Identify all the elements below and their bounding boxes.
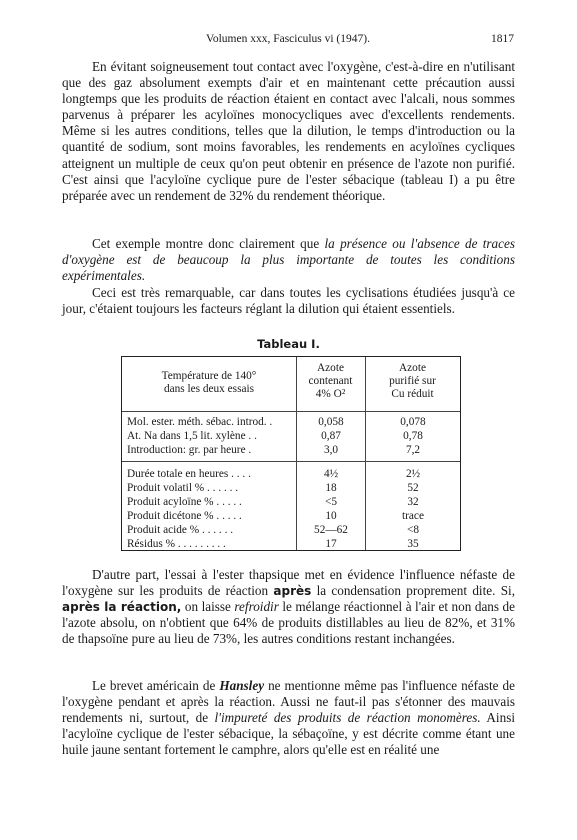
paragraph-4-text: le mélange réactionnel à l'air et non dans de l'azote absolu, on n'obtient que 64% de produits distillables au lieu de 82%, et 31% de thapsoïne pure au lieu de 73%, les autres conditions restant inchangées. bbox=[62, 599, 515, 647]
table-cell: 4½ bbox=[323, 468, 339, 480]
paragraph-4 bbox=[62, 567, 515, 647]
table-row-label: Mol. ester. méth. sébac. introd. . bbox=[127, 416, 273, 428]
table-cell: <5 bbox=[324, 496, 338, 508]
table-cell: 0,78 bbox=[403, 430, 423, 442]
paragraph-4-emphasis: après la réaction, bbox=[62, 600, 182, 615]
paragraph-5-italic: l'impureté des produits de réaction monomères. bbox=[214, 710, 481, 726]
running-title: Volumen xxx, Fasciculus vi (1947). bbox=[206, 33, 370, 45]
table-cell: 35 bbox=[407, 538, 419, 550]
table-cell: 17 bbox=[325, 538, 337, 550]
paragraph-4-text: on laisse bbox=[181, 599, 235, 615]
paragraph-4-text: D'autre part, l'essai à l'ester thapsique met en évidence l'influence néfaste de l'oxygène sur les produits de réaction bbox=[62, 567, 515, 599]
table-header-col0: Température de 140° dans les deux essais bbox=[161, 370, 257, 395]
table-row-label: Produit acyloïne % . . . . . bbox=[127, 496, 242, 508]
table-row-label: Produit dicétone % . . . . . bbox=[127, 510, 242, 522]
paragraph-2-text: Cet exemple montre donc clairement que bbox=[92, 236, 325, 251]
table-cell: 52 bbox=[407, 482, 419, 494]
table-header-col2: Azote purifié sur Cu réduit bbox=[389, 362, 436, 400]
table-section-rule bbox=[122, 461, 460, 462]
table-cell: 0,87 bbox=[321, 430, 341, 442]
paragraph-2-emphasis: la présence ou l'absence de traces d'oxygène est de beaucoup la plus importante de toutes les conditions expérimentales. bbox=[62, 236, 515, 284]
table-cell: 3,0 bbox=[323, 444, 339, 456]
table-row-label: Produit acide % . . . . . . bbox=[127, 524, 234, 536]
table-cell: 32 bbox=[407, 496, 419, 508]
table-cell: 0,078 bbox=[400, 416, 426, 428]
table-header-rule bbox=[122, 411, 460, 412]
table-cell: 0,058 bbox=[318, 416, 344, 428]
table-row-label: Introduction: gr. par heure . bbox=[127, 444, 252, 456]
paragraph-5-text: Ainsi l'acyloïne cyclique de l'ester sébacique, la sébaçoïne, y est décrite comme étant une huile jaune sentant fortement le camphre, alors qu'elle est en réalité une bbox=[62, 710, 515, 758]
author-name: Hansley bbox=[219, 678, 265, 693]
running-header bbox=[62, 33, 514, 47]
paragraph-4-italic: refroidir bbox=[234, 599, 279, 615]
table-header-col1: Azote contenant 4% O² bbox=[308, 362, 353, 400]
table-cell: 2½ bbox=[405, 468, 421, 480]
paragraph-4-emphasis: après bbox=[273, 584, 312, 599]
table-cell: 10 bbox=[325, 510, 337, 522]
paragraph-2 bbox=[62, 236, 515, 284]
paragraph-5-text: ne mentionne même pas l'influence néfaste de l'oxygène pendant et après la réaction. Aussi ne faut-il pas s'étonner des mauvais rendements ni, surtout, de bbox=[62, 678, 515, 726]
paragraph-1: En évitant soigneusement tout contact avec l'oxygène, c'est-à-dire en n'utilisant que des gaz absolument exempts d'air et en maintenant cette précaution aussi longtemps que les produits de réaction étaient en contact avec l'alcali, nous sommes parvenus à préparer les acyloïnes monocycliques avec d'excellents rendements. Même si les autres conditions, telles que la dilution, le temps d'introduction ou la quantité de sodium, sont moins favorables, les rendements en acyloïnes cycliques atteignent un multiple de ceux qu'on peut obtenir en présence de l'azote non purifié. C'est ainsi que l'acyloïne cyclique pure de l'ester sébacique (tableau I) a pu être préparée avec un rendement de 32% du rendement théorique. bbox=[62, 59, 515, 203]
table-cell: 7,2 bbox=[405, 444, 421, 456]
table-caption: Tableau I. bbox=[257, 337, 320, 351]
table-cell: 52—62 bbox=[314, 524, 348, 536]
paragraph-4-text: la condensation proprement dite. Si, bbox=[311, 583, 515, 599]
table-row-label: Durée totale en heures . . . . bbox=[127, 468, 251, 480]
paragraph-5 bbox=[62, 678, 515, 758]
table-cell: <8 bbox=[406, 524, 420, 536]
table-cell: trace bbox=[402, 510, 424, 522]
table-cell: 18 bbox=[325, 482, 337, 494]
table-row-label: At. Na dans 1,5 lit. xylène . . bbox=[127, 430, 257, 442]
paragraph-3: Ceci est très remarquable, car dans toutes les cyclisations étudiées jusqu'à ce jour, c'étaient toujours les facteurs réglant la dilution qui étaient essentiels. bbox=[62, 285, 515, 317]
page-number: 1817 bbox=[491, 33, 514, 45]
table-row-label: Résidus % . . . . . . . . . bbox=[127, 538, 226, 550]
table-row-label: Produit volatil % . . . . . . bbox=[127, 482, 239, 494]
paragraph-5-text: Le brevet américain de bbox=[92, 678, 220, 693]
data-table bbox=[121, 356, 461, 551]
